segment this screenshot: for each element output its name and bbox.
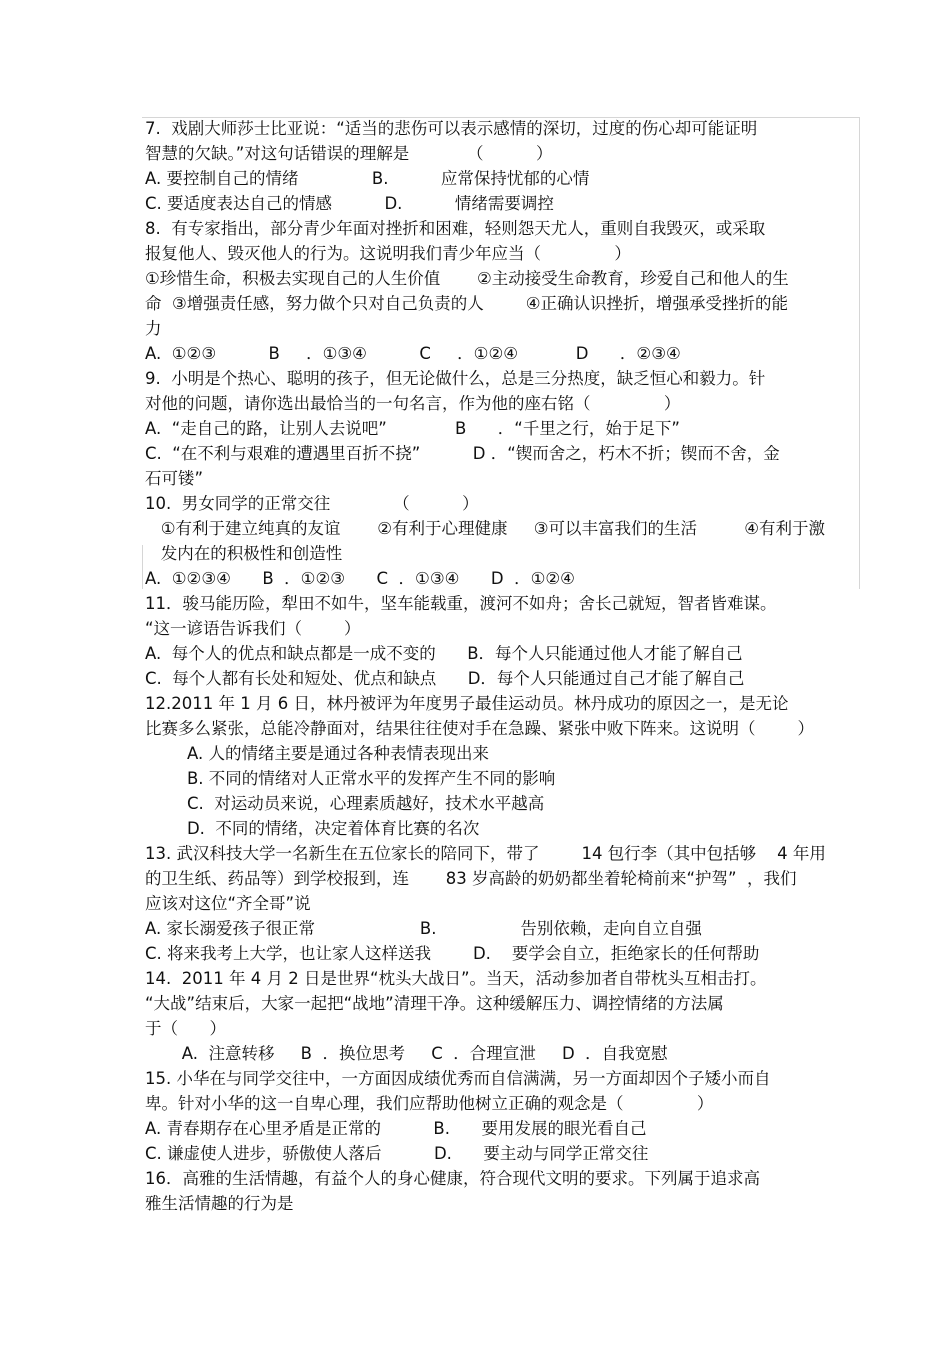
text-line: 报复他人、毁灭他人的行为。这说明我们青少年应当（ ） [145, 244, 631, 263]
text-line: 于（ ） [145, 1019, 226, 1038]
text-line: A. “走自己的路，让别人去说吧” B ．“千里之行，始于足下” [145, 419, 680, 438]
text-line: 命 ③增强责任感，努力做个只对自己负责的人 ④正确认识挫折，增强承受挫折的能 [145, 294, 789, 313]
text-line: C. “在不利与艰难的遭遇里百折不挠” D ．“锲而舍之，朽木不折；锲而不舍，金 [145, 444, 780, 463]
text-line: A. ①②③ B ．①③④ C ．①②④ D ．②③④ [145, 344, 681, 363]
text-line: 智慧的欠缺。”对这句话错误的理解是 （ ） [145, 144, 553, 163]
text-line: 14. 2011 年 4 月 2 日是世界“枕头大战日”。当天，活动参加者自带枕头互相击打。 [145, 969, 767, 988]
text-line: 发内在的积极性和创造性 [145, 544, 343, 563]
text-line: 石可镂” [145, 469, 204, 488]
text-line: 对他的问题，请你选出最恰当的一句名言，作为他的座右铭（ ） [145, 394, 681, 413]
text-line: ①有利于建立纯真的友谊 ②有利于心理健康 ③可以丰富我们的生活 ④有利于激 [145, 519, 826, 538]
text-line: A. 每个人的优点和缺点都是一成不变的 B．每个人只能通过他人才能了解自己 [145, 644, 743, 663]
text-line: A. 家长溺爱孩子很正常 B. 告别依赖，走向自立自强 [145, 919, 702, 938]
text-line: C. 每个人都有长处和短处、优点和缺点 D．每个人只能通过自己才能了解自己 [145, 669, 745, 688]
text-line: 雅生活情趣的行为是 [145, 1194, 294, 1213]
text-line: D. 不同的情绪，决定着体育比赛的名次 [145, 819, 480, 838]
text-line: B. 不同的情绪对人正常水平的发挥产生不同的影响 [145, 769, 556, 788]
text-line: A. 注意转移 B ．换位思考 C ．合理宣泄 D ．自我宽慰 [145, 1044, 668, 1063]
text-line: 比赛多么紧张，总能冷静面对，结果往往使对手在急躁、紧张中败下阵来。这说明（ ） [145, 719, 814, 738]
text-line: C. 谦虚使人进步，骄傲使人落后 D. 要主动与同学正常交往 [145, 1144, 649, 1163]
text-line: A. ①②③④ B ．①②③ C ．①③④ D ．①②④ [145, 569, 575, 588]
text-line: 13. 武汉科技大学一名新生在五位家长的陪同下，带了 14 包行李（其中包括够 4 年用 [145, 844, 826, 863]
text-line: 8. 有专家指出，部分青少年面对挫折和困难，轻则怨天尤人，重则自我毁灭，或采取 [145, 219, 766, 238]
text-line: “这一谚语告诉我们（ ） [145, 619, 361, 638]
text-line: “大战”结束后，大家一起把“战地”清理干净。这种缓解压力、调控情绪的方法属 [145, 994, 724, 1013]
text-line: 9. 小明是个热心、聪明的孩子，但无论做什么，总是三分热度，缺乏恒心和毅力。针 [145, 369, 766, 388]
frame-right-border [859, 117, 860, 589]
text-line: A. 要控制自己的情绪 B. 应常保持忧郁的心情 [145, 169, 590, 188]
text-line: 15. 小华在与同学交往中，一方面因成绩优秀而自信满满，另一方面却因个子矮小而自 [145, 1069, 771, 1088]
text-line: 12.2011 年 1 月 6 日，林丹被评为年度男子最佳运动员。林丹成功的原因之一，是无论 [145, 694, 789, 713]
text-line: A. 人的情绪主要是通过各种表情表现出来 [145, 744, 489, 763]
text-line: A. 青春期存在心里矛盾是正常的 B. 要用发展的眼光看自己 [145, 1119, 647, 1138]
frame-left-border [142, 545, 143, 589]
text-line: 7. 戏剧大师莎士比亚说：“适当的悲伤可以表示感情的深切，过度的伤心却可能证明 [145, 119, 758, 138]
text-line: 10. 男女同学的正常交往 （ ） [145, 494, 479, 513]
text-line: 的卫生纸、药品等）到学校报到，连 83 岁高龄的奶奶都坐着轮椅前来“护驾” ，我们 [145, 869, 797, 888]
text-line: C. 将来我考上大学，也让家人这样送我 D. 要学会自立，拒绝家长的任何帮助 [145, 944, 760, 963]
text-line: 力 [145, 319, 162, 338]
text-line: 16．高雅的生活情趣，有益个人的身心健康，符合现代文明的要求。下列属于追求高 [145, 1169, 760, 1188]
text-line: C. 对运动员来说，心理素质越好，技术水平越高 [145, 794, 545, 813]
text-line: ①珍惜生命，积极去实现自己的人生价值 ②主动接受生命教育，珍爱自己和他人的生 [145, 269, 789, 288]
text-line: C. 要适度表达自己的情感 D. 情绪需要调控 [145, 194, 554, 213]
text-line: 应该对这位“齐全哥”说 [145, 894, 311, 913]
text-line: 卑。针对小华的这一自卑心理，我们应帮助他树立正确的观念是（ ） [145, 1094, 714, 1113]
text-line: 11．骏马能历险，犁田不如牛，坚车能载重，渡河不如舟；舍长己就短，智者皆难谋。 [145, 594, 777, 613]
